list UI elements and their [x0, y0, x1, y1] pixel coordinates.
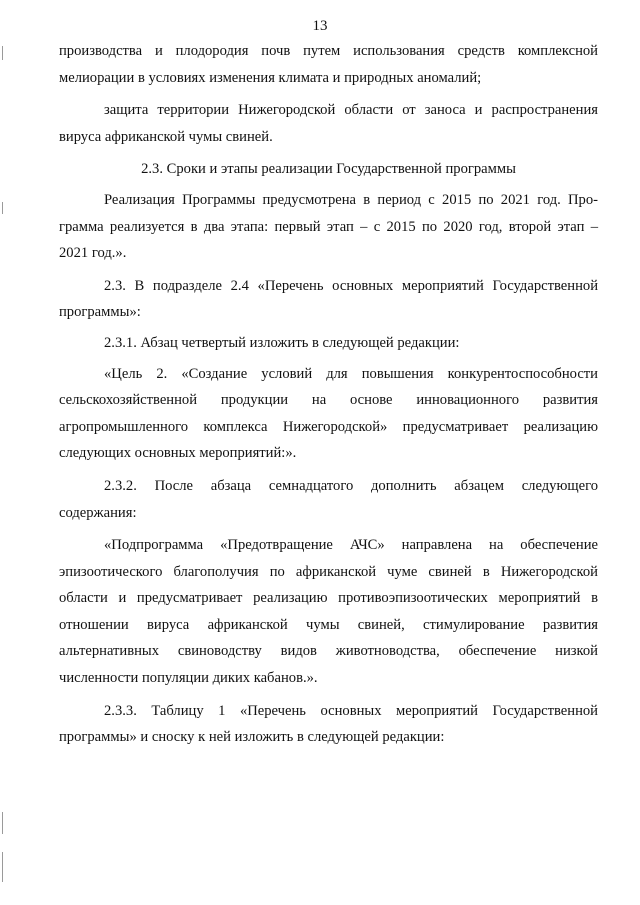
page-number: 13 — [312, 18, 328, 34]
text-line: содержания: — [59, 504, 137, 521]
text-line: области и предусматривает реализацию противоэпизоотических мероприятий в — [59, 590, 598, 607]
text-line: 2021 год.». — [59, 245, 127, 262]
text-line: альтернативных свиноводству видов животноводства, обеспечение низкой — [59, 643, 598, 660]
text-line: программы» и сноску к ней изложить в следующей редакции: — [59, 729, 445, 746]
text-line: 2.3. В подразделе 2.4 «Перечень основных мероприятий Государственной — [104, 277, 598, 294]
paragraph-asf-protection — [59, 97, 598, 150]
paragraph-2-3-3 — [59, 698, 598, 751]
paragraph-melioration — [59, 38, 598, 91]
text-line: эпизоотического благополучия по африканской чуме свиней в Нижегородской — [59, 563, 598, 580]
text-line: «Подпрограмма «Предотвращение АЧС» направлена на обеспечение — [104, 537, 598, 554]
text-line: «Цель 2. «Создание условий для повышения конкурентоспособности — [104, 365, 598, 382]
text-line: производства и плодородия почв путем использования средств комплексной — [59, 43, 598, 59]
text-line: агропромышленного комплекса Нижегородской» предусматривает реализацию — [59, 418, 598, 435]
text-line: следующих основных мероприятий:». — [59, 445, 297, 462]
paragraph-2-3-2 — [59, 473, 598, 526]
paragraph-goal-2 — [59, 361, 598, 467]
text-line: вируса африканской чумы свиней. — [59, 128, 273, 145]
scan-edge-mark — [2, 812, 3, 834]
text-line: программы»: — [59, 304, 141, 321]
text-line: мелиорации в условиях изменения климата и природных аномалий; — [59, 69, 482, 86]
text-line: 2.3.1. Абзац четвертый изложить в следующей редакции: — [104, 334, 460, 351]
scan-edge-mark — [2, 202, 3, 214]
text-line: Реализация Программы предусмотрена в период с 2015 по 2021 год. Про- — [104, 191, 598, 208]
text-line: отношении вируса африканской чумы свиней, стимулирование развития — [59, 616, 598, 633]
paragraph-subsection-2-4 — [59, 273, 598, 326]
section-heading: 2.3. Сроки и этапы реализации Государственной программы — [141, 161, 516, 178]
paragraph-2-3-1 — [59, 330, 598, 357]
text-line: грамма реализуется в два этапа: первый этап – с 2015 по 2020 год, второй этап – — [59, 218, 598, 235]
text-line: сельскохозяйственной продукции на основе инновационного развития — [59, 392, 598, 409]
text-line: 2.3.2. После абзаца семнадцатого дополнить абзацем следующего — [104, 477, 598, 494]
paragraph-program-terms — [59, 187, 598, 267]
text-line: 2.3.3. Таблицу 1 «Перечень основных мероприятий Государственной — [104, 702, 598, 719]
paragraph-subprogram-asf — [59, 532, 598, 692]
scan-edge-mark — [2, 852, 3, 882]
document-body — [59, 38, 598, 751]
scan-edge-mark — [2, 46, 3, 60]
text-line: численности популяции диких кабанов.». — [59, 670, 318, 687]
text-line: защита территории Нижегородской области от заноса и распространения — [104, 102, 598, 119]
